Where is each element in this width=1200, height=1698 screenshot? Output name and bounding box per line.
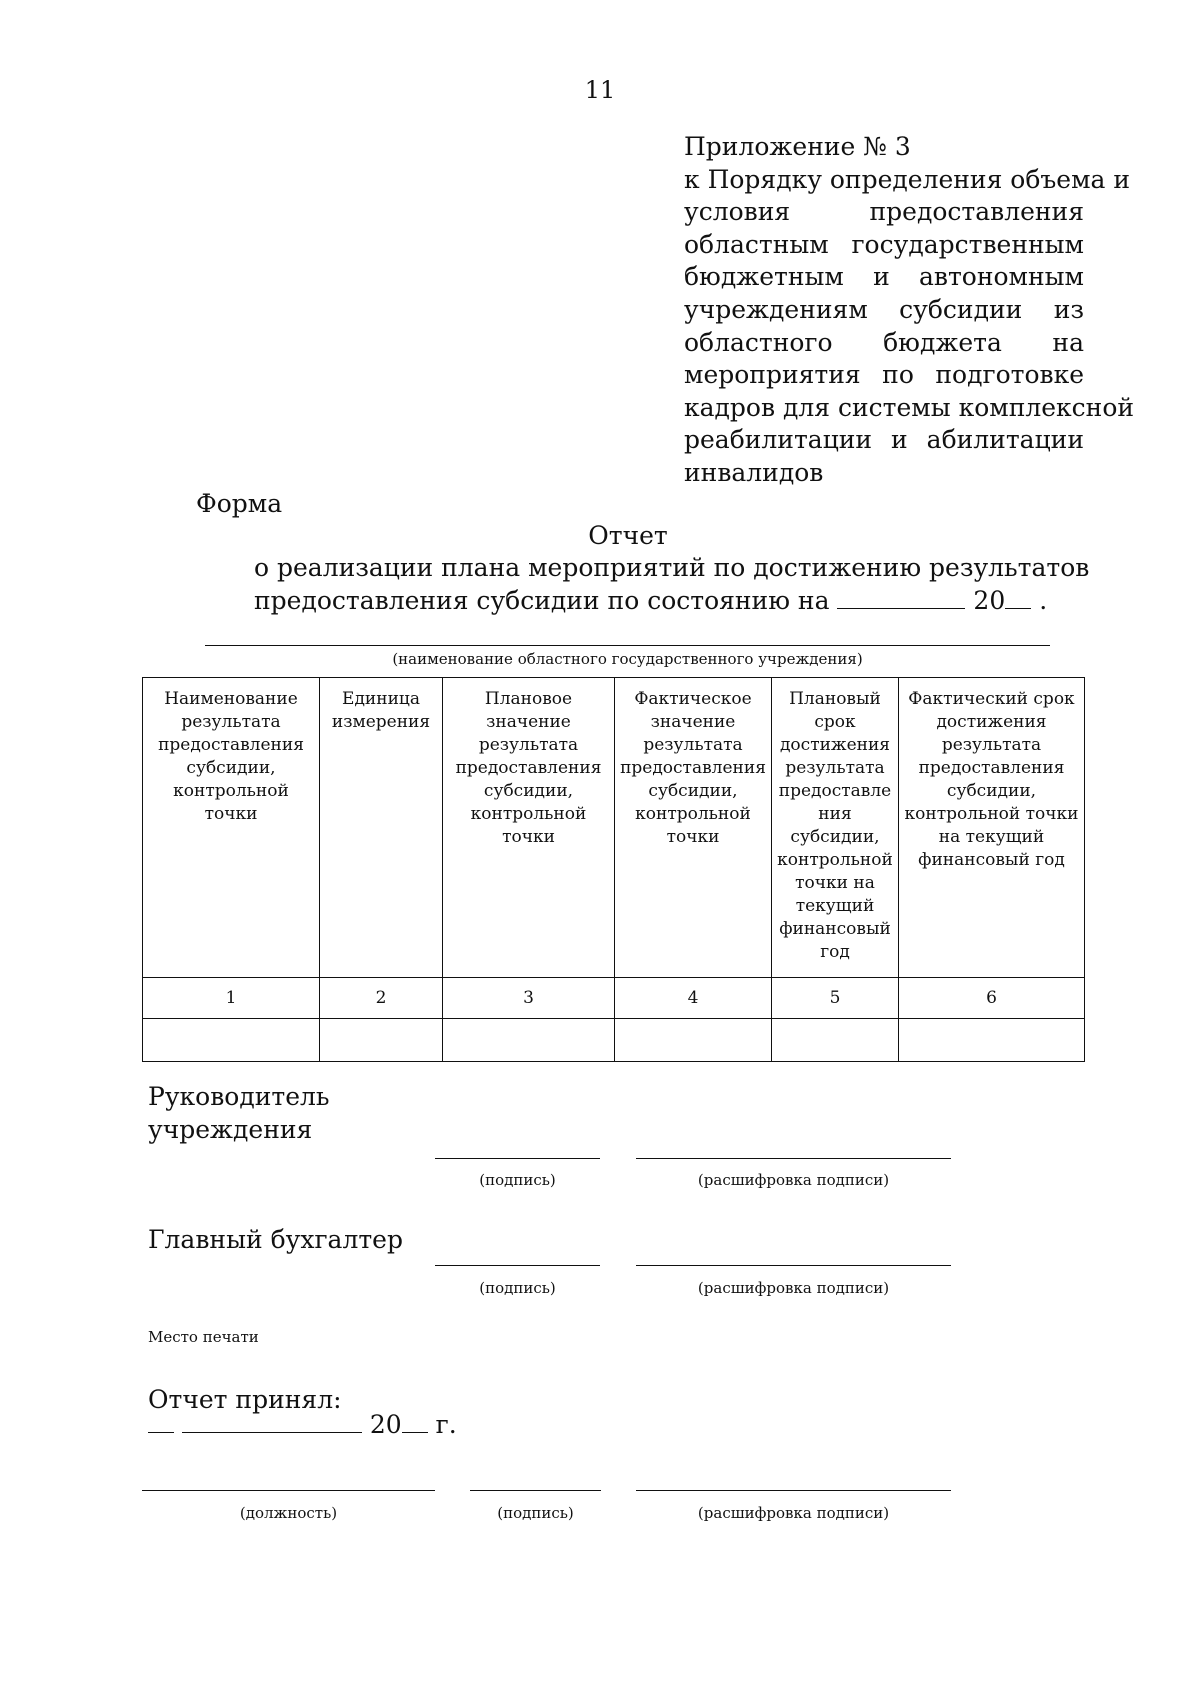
appendix-line: областным государственным xyxy=(684,229,1084,259)
org-name-line[interactable] xyxy=(205,645,1050,646)
accepted-decode-line[interactable] xyxy=(636,1490,951,1491)
accountant-signature-caption: (подпись) xyxy=(479,1279,556,1297)
subtitle-prefix: предоставления субсидии по состоянию на xyxy=(254,586,830,615)
year-prefix: 20 xyxy=(973,586,1006,615)
table-cell[interactable] xyxy=(443,1019,615,1062)
form-label: Форма xyxy=(196,489,283,518)
report-subtitle-line1: о реализации плана мероприятий по достижению результатов xyxy=(254,553,1090,582)
accountant-decode-line[interactable] xyxy=(636,1265,951,1266)
report-title: Отчет xyxy=(588,521,668,550)
accepted-signature-line[interactable] xyxy=(470,1490,601,1491)
header-cell: Единица измерения xyxy=(320,678,443,978)
accepted-year-suffix: г. xyxy=(435,1410,457,1439)
header-cell: Плановый срок достижения результата предоставле ния субсидии, контрольной точки на текущий финансовый год xyxy=(772,678,899,978)
header-cell: Фактический срок достижения результата предоставления субсидии, контрольной точки на текущий финансовый год xyxy=(899,678,1085,978)
header-cell: Фактическое значение результата предоставления субсидии, контрольной точки xyxy=(615,678,772,978)
head-decode-line[interactable] xyxy=(636,1158,951,1159)
page-number: 11 xyxy=(584,76,616,104)
position-line[interactable] xyxy=(142,1490,435,1491)
accepted-label: Отчет принял: xyxy=(148,1385,342,1414)
appendix-line: к Порядку определения объема и xyxy=(684,164,1131,194)
appendix-line: Приложение № 3 xyxy=(684,132,911,161)
appendix-line: бюджетным и автономным xyxy=(684,262,1084,292)
appendix-line: учреждениям субсидии из xyxy=(684,294,1084,324)
head-label-line2: учреждения xyxy=(148,1115,313,1144)
appendix-line: инвалидов xyxy=(684,457,824,487)
head-decode-caption: (расшифровка подписи) xyxy=(697,1171,890,1189)
accountant-label: Главный бухгалтер xyxy=(148,1225,403,1254)
table-number-row xyxy=(143,978,1085,1019)
month-blank[interactable] xyxy=(182,1431,362,1433)
table-header-row xyxy=(143,678,1085,978)
accepted-year-blank[interactable] xyxy=(402,1431,428,1433)
column-number: 4 xyxy=(615,978,772,1019)
accountant-decode-caption: (расшифровка подписи) xyxy=(697,1279,890,1297)
table-cell[interactable] xyxy=(320,1019,443,1062)
column-number: 2 xyxy=(320,978,443,1019)
head-label-line1: Руководитель xyxy=(148,1082,330,1111)
header-cell: Плановое значение результата предоставления субсидии, контрольной точки xyxy=(443,678,615,978)
accepted-signature-caption: (подпись) xyxy=(497,1504,574,1522)
head-signature-caption: (подпись) xyxy=(479,1171,556,1189)
report-subtitle-line2 xyxy=(254,586,1047,615)
accepted-year-prefix: 20 xyxy=(369,1410,402,1439)
header-cell: Наименование результата предоставления субсидии, контрольной точки xyxy=(143,678,320,978)
org-name-caption: (наименование областного государственного учреждения) xyxy=(392,650,863,668)
stamp-label: Место печати xyxy=(148,1328,259,1346)
accountant-signature-line[interactable] xyxy=(435,1265,600,1266)
appendix-line: реабилитации и абилитации xyxy=(684,425,1084,455)
column-number: 5 xyxy=(772,978,899,1019)
day-blank[interactable] xyxy=(148,1431,174,1433)
appendix-line: мероприятия по подготовке xyxy=(684,360,1084,390)
year-blank[interactable] xyxy=(1005,607,1031,609)
head-signature-line[interactable] xyxy=(435,1158,600,1159)
appendix-line: кадров для системы комплексной xyxy=(684,392,1135,422)
column-number: 1 xyxy=(143,978,320,1019)
accepted-decode-caption: (расшифровка подписи) xyxy=(697,1504,890,1522)
appendix-line: областного бюджета на xyxy=(684,327,1084,357)
column-number: 3 xyxy=(443,978,615,1019)
report-table xyxy=(142,677,1085,1062)
subtitle-suffix: . xyxy=(1039,586,1048,615)
table-row xyxy=(143,1019,1085,1062)
appendix-line: условия предоставления xyxy=(684,197,1084,227)
accepted-date-line xyxy=(148,1410,457,1439)
position-caption: (должность) xyxy=(239,1504,338,1522)
table-cell[interactable] xyxy=(899,1019,1085,1062)
column-number: 6 xyxy=(899,978,1085,1019)
table-cell[interactable] xyxy=(143,1019,320,1062)
appendix-block xyxy=(684,131,1135,490)
date-blank[interactable] xyxy=(837,607,965,609)
table-cell[interactable] xyxy=(615,1019,772,1062)
table-cell[interactable] xyxy=(772,1019,899,1062)
